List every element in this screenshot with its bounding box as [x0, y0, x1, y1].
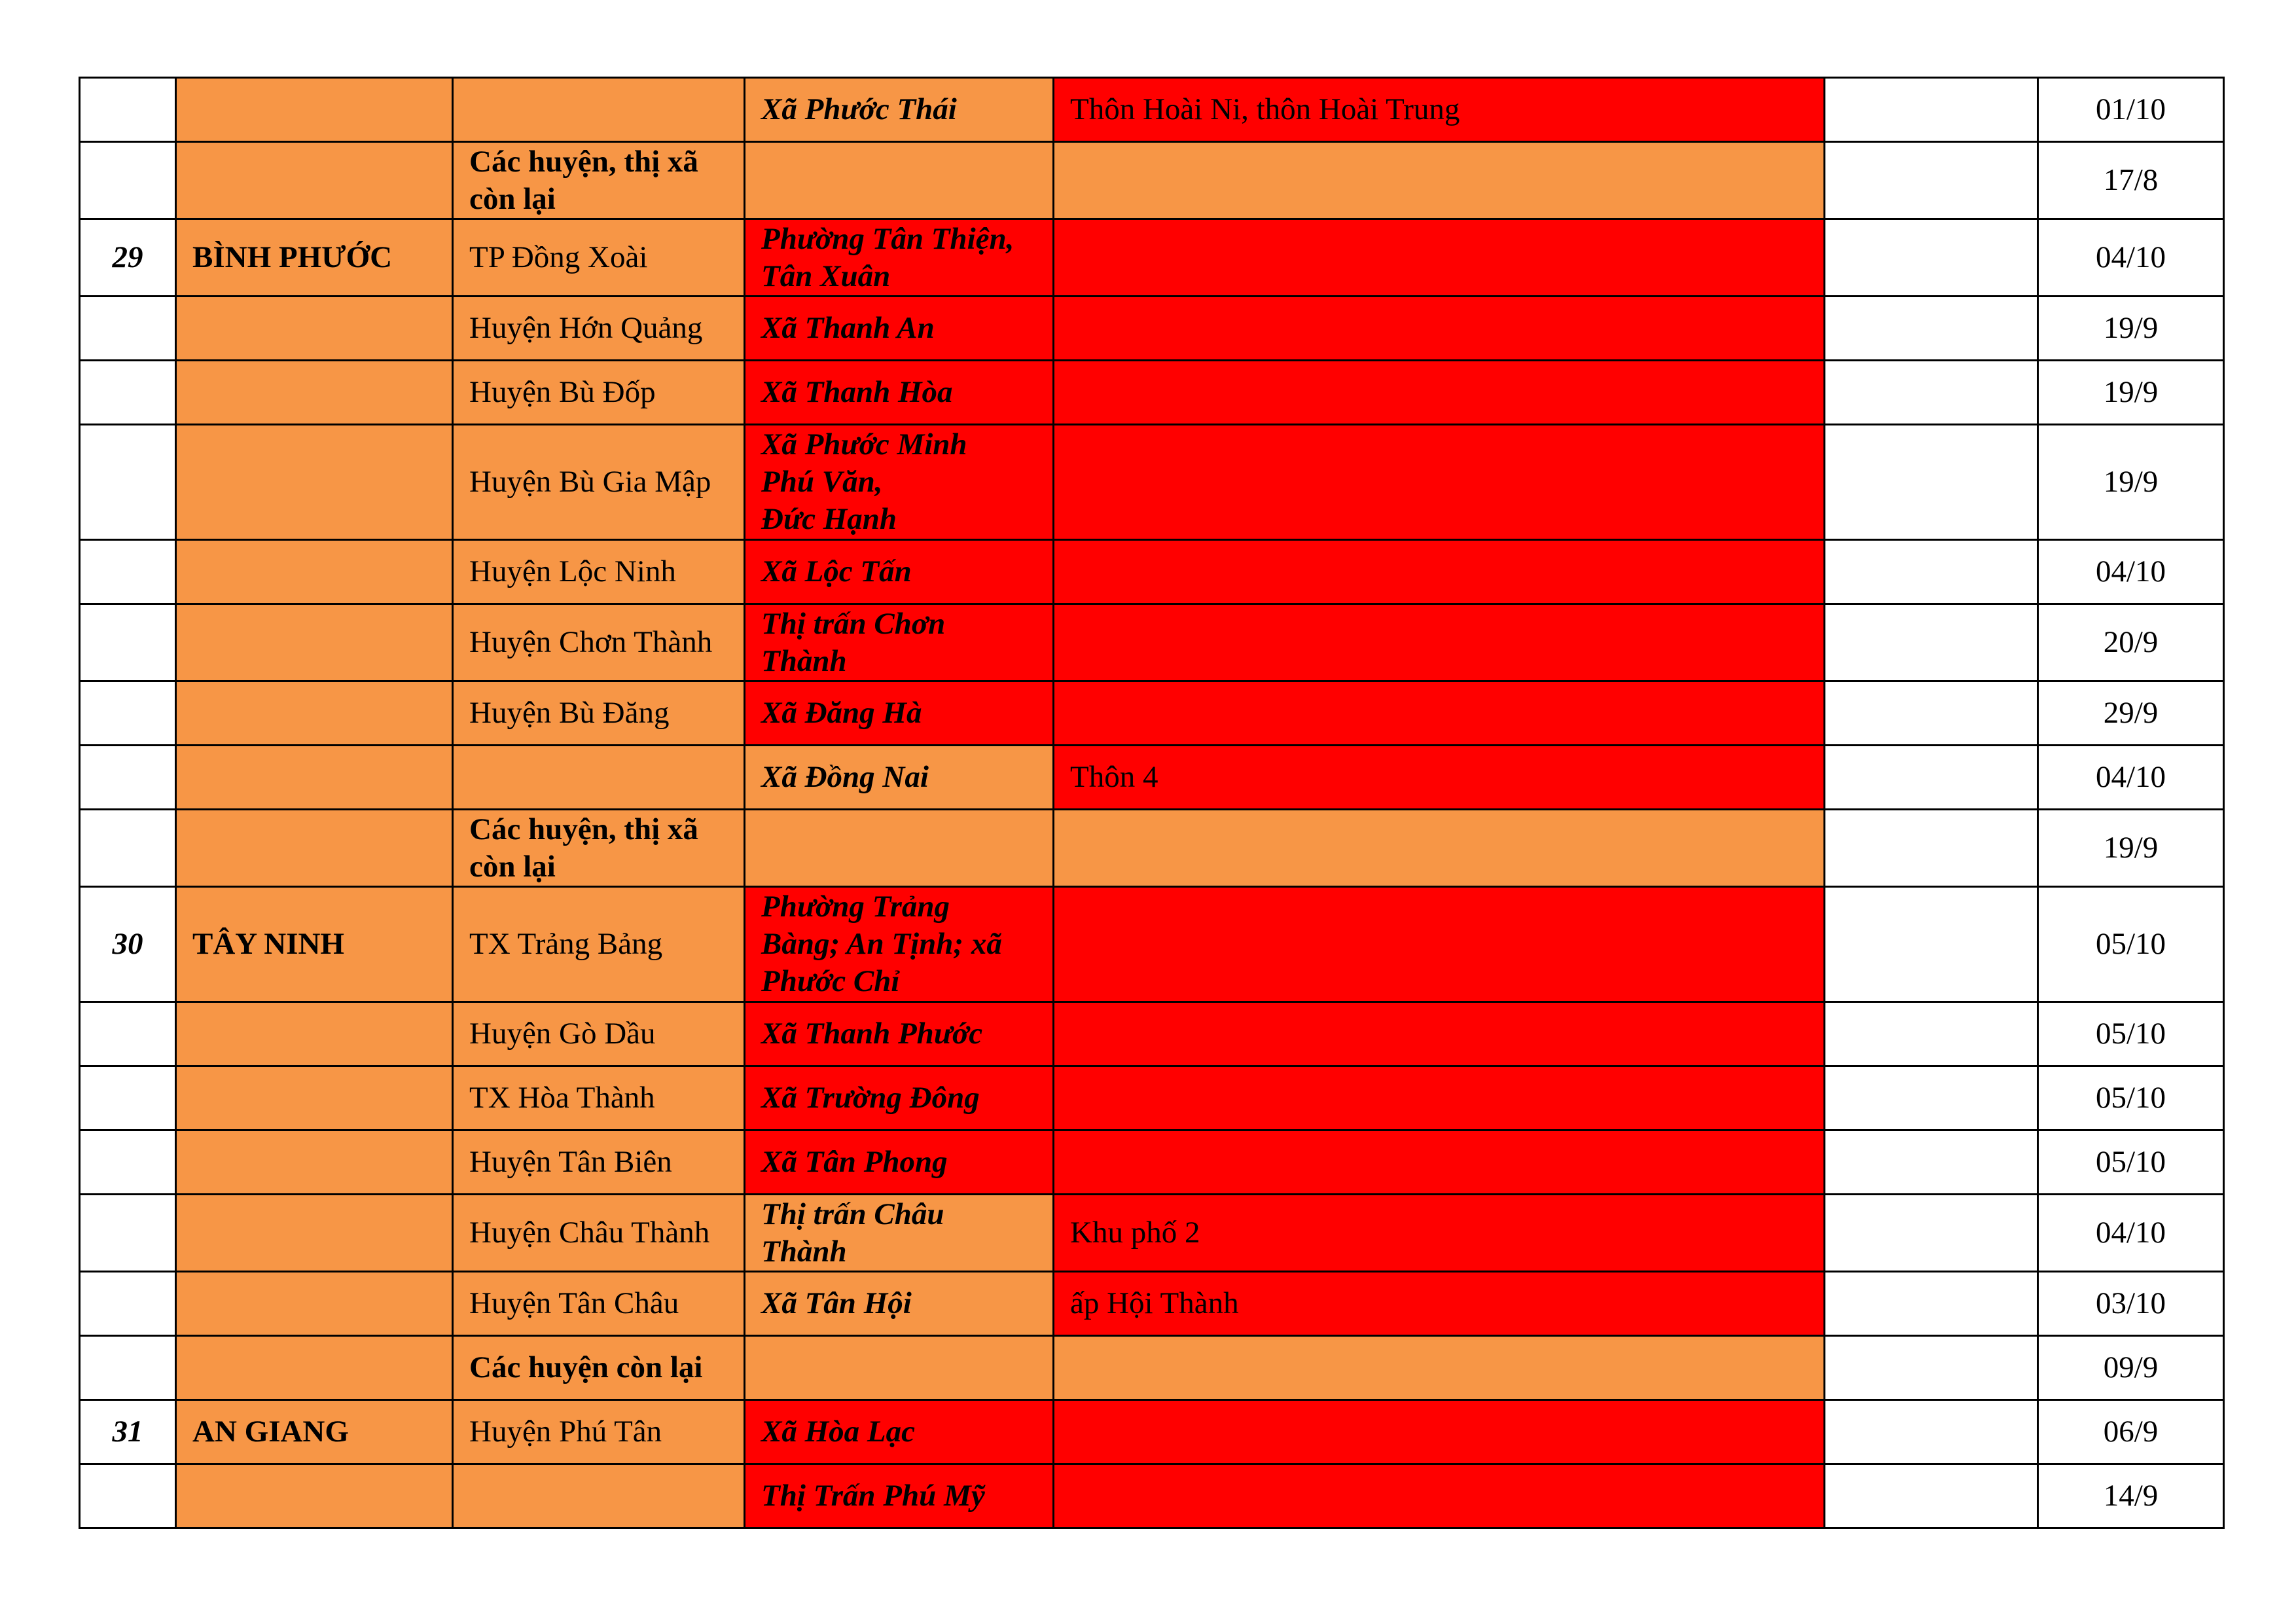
commune-cell	[745, 1336, 1054, 1400]
district-cell: Huyện Chơn Thành	[453, 604, 745, 681]
table-row	[80, 78, 2224, 142]
province-cell	[176, 540, 453, 604]
commune-cell: Xã Đăng Hà	[745, 681, 1054, 746]
commune-cell: Xã Hòa Lạc	[745, 1400, 1054, 1464]
stt-cell	[80, 746, 176, 810]
area-cell	[1054, 1066, 1825, 1130]
commune-cell: Thị trấn Chơn Thành	[745, 604, 1054, 681]
date-cell: 19/9	[2038, 297, 2224, 361]
blank-cell	[1825, 1130, 2038, 1195]
date-cell: 14/9	[2038, 1464, 2224, 1528]
table-row	[80, 361, 2224, 425]
table-row	[80, 1066, 2224, 1130]
commune-cell: Xã Tân Phong	[745, 1130, 1054, 1195]
date-cell: 01/10	[2038, 78, 2224, 142]
table-row	[80, 1464, 2224, 1528]
area-cell	[1054, 810, 1825, 887]
area-cell	[1054, 361, 1825, 425]
stt-cell: 30	[80, 887, 176, 1002]
blank-cell	[1825, 810, 2038, 887]
district-cell: Các huyện còn lại	[453, 1336, 745, 1400]
province-cell: BÌNH PHƯỚC	[176, 219, 453, 297]
table-body	[80, 78, 2224, 1528]
blank-cell	[1825, 1066, 2038, 1130]
table-row	[80, 1400, 2224, 1464]
district-cell: Huyện Lộc Ninh	[453, 540, 745, 604]
area-cell	[1054, 887, 1825, 1002]
province-cell	[176, 746, 453, 810]
province-cell	[176, 1336, 453, 1400]
area-cell	[1054, 297, 1825, 361]
blank-cell	[1825, 142, 2038, 219]
province-cell	[176, 361, 453, 425]
stt-cell	[80, 361, 176, 425]
commune-cell: Xã Tân Hội	[745, 1272, 1054, 1336]
area-cell: ấp Hội Thành	[1054, 1272, 1825, 1336]
area-cell	[1054, 540, 1825, 604]
commune-cell: Phường Trảng Bàng; An Tịnh; xã Phước Chỉ	[745, 887, 1054, 1002]
commune-cell: Xã Phước Thái	[745, 78, 1054, 142]
area-cell	[1054, 604, 1825, 681]
table-row	[80, 1002, 2224, 1066]
stt-cell	[80, 425, 176, 540]
commune-cell: Xã Trường Đông	[745, 1066, 1054, 1130]
stt-cell	[80, 604, 176, 681]
area-cell	[1054, 1464, 1825, 1528]
commune-cell: Xã Đồng Nai	[745, 746, 1054, 810]
province-cell: AN GIANG	[176, 1400, 453, 1464]
area-cell	[1054, 1336, 1825, 1400]
commune-cell: Thị trấn Châu Thành	[745, 1195, 1054, 1272]
blank-cell	[1825, 1272, 2038, 1336]
table-row	[80, 1195, 2224, 1272]
district-cell: Huyện Hớn Quảng	[453, 297, 745, 361]
date-cell: 04/10	[2038, 219, 2224, 297]
stt-cell: 29	[80, 219, 176, 297]
commune-cell: Xã Phước Minh Phú Văn, Đức Hạnh	[745, 425, 1054, 540]
blank-cell	[1825, 219, 2038, 297]
date-cell: 04/10	[2038, 1195, 2224, 1272]
epidemic-zone-table	[79, 77, 2225, 1529]
area-cell: Thôn Hoài Ni, thôn Hoài Trung	[1054, 78, 1825, 142]
district-cell: Huyện Tân Châu	[453, 1272, 745, 1336]
district-cell: Huyện Gò Dầu	[453, 1002, 745, 1066]
stt-cell	[80, 78, 176, 142]
stt-cell	[80, 1002, 176, 1066]
area-cell: Khu phố 2	[1054, 1195, 1825, 1272]
province-cell	[176, 681, 453, 746]
stt-cell	[80, 681, 176, 746]
district-cell: TP Đồng Xoài	[453, 219, 745, 297]
commune-cell: Xã Thanh Phước	[745, 1002, 1054, 1066]
blank-cell	[1825, 78, 2038, 142]
blank-cell	[1825, 1400, 2038, 1464]
stt-cell	[80, 1195, 176, 1272]
area-cell	[1054, 1130, 1825, 1195]
table-row	[80, 219, 2224, 297]
blank-cell	[1825, 887, 2038, 1002]
date-cell: 29/9	[2038, 681, 2224, 746]
province-cell	[176, 1130, 453, 1195]
date-cell: 19/9	[2038, 810, 2224, 887]
stt-cell: 31	[80, 1400, 176, 1464]
table-row	[80, 540, 2224, 604]
commune-cell	[745, 142, 1054, 219]
area-cell	[1054, 142, 1825, 219]
area-cell	[1054, 1400, 1825, 1464]
date-cell: 05/10	[2038, 887, 2224, 1002]
commune-cell: Phường Tân Thiện, Tân Xuân	[745, 219, 1054, 297]
district-cell: Huyện Bù Gia Mập	[453, 425, 745, 540]
table-row	[80, 604, 2224, 681]
stt-cell	[80, 1066, 176, 1130]
area-cell	[1054, 425, 1825, 540]
date-cell: 05/10	[2038, 1002, 2224, 1066]
blank-cell	[1825, 1195, 2038, 1272]
area-cell: Thôn 4	[1054, 746, 1825, 810]
table-row	[80, 1272, 2224, 1336]
blank-cell	[1825, 1002, 2038, 1066]
area-cell	[1054, 681, 1825, 746]
table-row	[80, 425, 2224, 540]
date-cell: 03/10	[2038, 1272, 2224, 1336]
blank-cell	[1825, 297, 2038, 361]
province-cell	[176, 142, 453, 219]
district-cell: Huyện Tân Biên	[453, 1130, 745, 1195]
district-cell: Huyện Bù Đăng	[453, 681, 745, 746]
date-cell: 09/9	[2038, 1336, 2224, 1400]
stt-cell	[80, 1272, 176, 1336]
province-cell	[176, 425, 453, 540]
commune-cell: Xã Thanh Hòa	[745, 361, 1054, 425]
blank-cell	[1825, 604, 2038, 681]
blank-cell	[1825, 681, 2038, 746]
blank-cell	[1825, 746, 2038, 810]
table-row	[80, 810, 2224, 887]
date-cell: 06/9	[2038, 1400, 2224, 1464]
province-cell	[176, 810, 453, 887]
date-cell: 05/10	[2038, 1130, 2224, 1195]
province-cell: TÂY NINH	[176, 887, 453, 1002]
table-row	[80, 1336, 2224, 1400]
stt-cell	[80, 297, 176, 361]
stt-cell	[80, 1464, 176, 1528]
table-row	[80, 142, 2224, 219]
district-cell	[453, 746, 745, 810]
blank-cell	[1825, 540, 2038, 604]
province-cell	[176, 1195, 453, 1272]
date-cell: 20/9	[2038, 604, 2224, 681]
stt-cell	[80, 540, 176, 604]
commune-cell: Thị Trấn Phú Mỹ	[745, 1464, 1054, 1528]
area-cell	[1054, 1002, 1825, 1066]
district-cell: TX Trảng Bảng	[453, 887, 745, 1002]
stt-cell	[80, 1336, 176, 1400]
district-cell: Huyện Phú Tân	[453, 1400, 745, 1464]
blank-cell	[1825, 425, 2038, 540]
table-row	[80, 681, 2224, 746]
blank-cell	[1825, 361, 2038, 425]
province-cell	[176, 1066, 453, 1130]
commune-cell: Xã Lộc Tấn	[745, 540, 1054, 604]
stt-cell	[80, 142, 176, 219]
district-cell: TX Hòa Thành	[453, 1066, 745, 1130]
stt-cell	[80, 1130, 176, 1195]
blank-cell	[1825, 1464, 2038, 1528]
district-cell: Huyện Bù Đốp	[453, 361, 745, 425]
blank-cell	[1825, 1336, 2038, 1400]
table-row	[80, 746, 2224, 810]
district-cell: Các huyện, thị xã còn lại	[453, 810, 745, 887]
date-cell: 04/10	[2038, 540, 2224, 604]
district-cell: Huyện Châu Thành	[453, 1195, 745, 1272]
date-cell: 19/9	[2038, 425, 2224, 540]
province-cell	[176, 604, 453, 681]
area-cell	[1054, 219, 1825, 297]
stt-cell	[80, 810, 176, 887]
date-cell: 04/10	[2038, 746, 2224, 810]
district-cell	[453, 1464, 745, 1528]
table-row	[80, 887, 2224, 1002]
date-cell: 19/9	[2038, 361, 2224, 425]
date-cell: 17/8	[2038, 142, 2224, 219]
province-cell	[176, 297, 453, 361]
table-row	[80, 297, 2224, 361]
province-cell	[176, 78, 453, 142]
table-row	[80, 1130, 2224, 1195]
district-cell: Các huyện, thị xã còn lại	[453, 142, 745, 219]
province-cell	[176, 1272, 453, 1336]
date-cell: 05/10	[2038, 1066, 2224, 1130]
commune-cell: Xã Thanh An	[745, 297, 1054, 361]
commune-cell	[745, 810, 1054, 887]
province-cell	[176, 1002, 453, 1066]
province-cell	[176, 1464, 453, 1528]
district-cell	[453, 78, 745, 142]
